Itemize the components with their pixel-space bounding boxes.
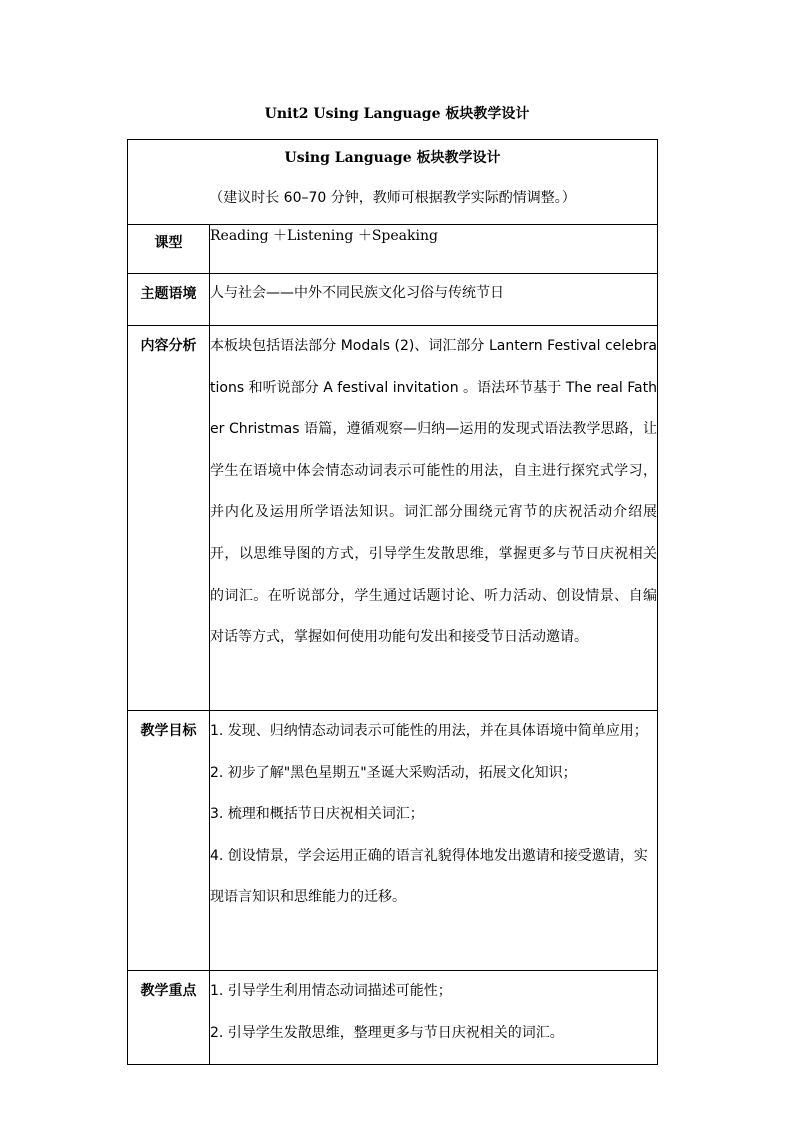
- table-row-content-analysis: [128, 326, 658, 711]
- list-item: 1. 引导学生利用情态动词描述可能性；: [210, 983, 452, 999]
- list-item: 3. 梳理和概括节日庆祝相关词汇；: [210, 806, 424, 822]
- row-value-list: [210, 711, 658, 971]
- row-label: 内容分析: [128, 326, 210, 711]
- table-header-note: （建议时长 60–70 分钟，教师可根据教学实际酌情调整。）: [209, 190, 576, 206]
- list-item: 1. 发现、归纳情态动词表示可能性的用法，并在具体语境中简单应用；: [210, 723, 648, 739]
- list-item: 4. 创设情景，学会运用正确的语言礼貌得体地发出邀请和接受邀请，实现语言知识和思维能力的迁移。: [210, 847, 648, 905]
- row-value: 本板块包括语法部分 Modals (2)、词汇部分 Lantern Festival celebrations 和听说部分 A festival invitation 。语法环节基于 The real Father Christmas 语篇，遵循观察—归纳—运用的发现式语法教学思路，让学生在语境中体会情态动词表示可能性的用法，自主进行探究式学习，并内化及运用所学语法知识。词汇部分围绕元宵节的庆祝活动介绍展开，以思维导图的方式，引导学生发散思维，掌握更多与节日庆祝相关的词汇。在听说部分，学生通过话题讨论、听力活动、创设情景、自编对话等方式，掌握如何使用功能句发出和接受节日活动邀请。: [210, 326, 658, 711]
- list-item: 2. 初步了解"黑色星期五"圣诞大采购活动，拓展文化知识；: [210, 764, 577, 781]
- list-item: 2. 引导学生发散思维，整理更多与节日庆祝相关的词汇。: [210, 1024, 564, 1041]
- row-value-list: [210, 971, 658, 1065]
- row-label: 教学目标: [128, 711, 210, 971]
- row-label: 主题语境: [128, 274, 210, 326]
- table-header-title: Using Language 板块教学设计: [284, 150, 501, 166]
- table-row-key-points: [128, 971, 658, 1065]
- table-row-theme-context: [128, 274, 658, 326]
- table-header-row: [128, 140, 658, 225]
- lesson-plan-table: [127, 139, 658, 1065]
- table-row-teaching-objectives: [128, 711, 658, 971]
- row-value: 人与社会——中外不同民族文化习俗与传统节日: [210, 274, 658, 326]
- row-label: 教学重点: [128, 971, 210, 1065]
- row-label: 课型: [128, 225, 210, 274]
- document-title: Unit2 Using Language 板块教学设计: [264, 106, 530, 122]
- table-header-cell: [128, 140, 658, 225]
- table-row-lesson-type: [128, 225, 658, 274]
- row-value: Reading ＋Listening ＋Speaking: [210, 225, 658, 274]
